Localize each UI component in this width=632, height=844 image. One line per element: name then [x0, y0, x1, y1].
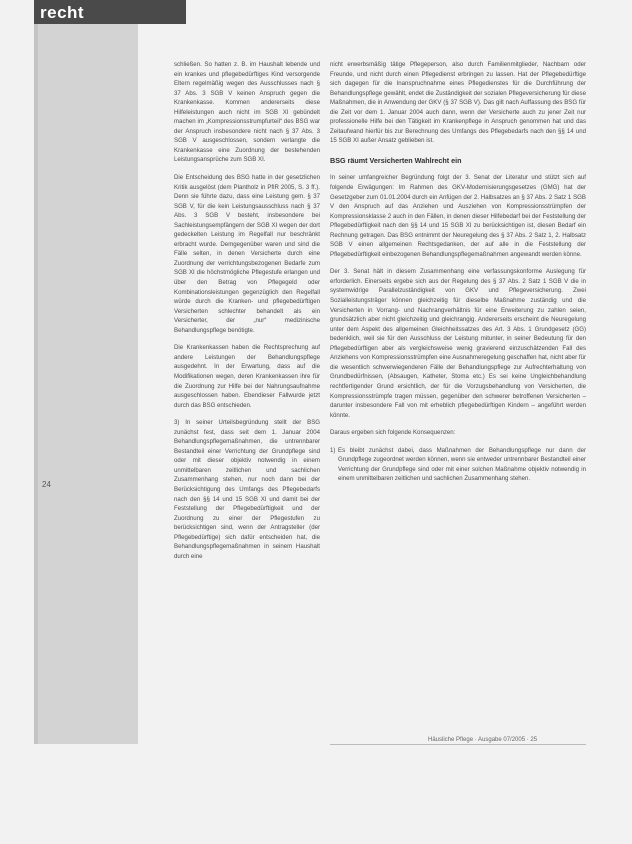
left-paragraph-4: 3) In seiner Urteilsbegründung stellt der BSG zunächst fest, dass seit dem 1. Januar 2004 Behandlungspflegemaßnahmen, die untrennbarer Bestandteil einer Verrichtung der Grundpflege sind oder mit dieser objektiv notwendig in einem unmittelbaren zeitlichen und sachlichen Zusammenhang stehen, nur noch dann bei der Berücksichtigung des Umfangs des Pflegebedarfs nach den §§ 14 und 15 SGB XI und damit bei der Feststellung der Pflegebedürftigkeit und der Zuordnung zu einer der Pflegestufen zu berücksichtigen sind, wenn der Antragsteller (der Pflegebedürftige) sich dafür entscheiden hat, die Behandlungspflegemaßnahmen in seinem Haushalt durch eine: [174, 419, 320, 560]
section-heading: BSG räumt Versicherten Wahlrecht ein: [330, 155, 462, 165]
page-number: 24: [42, 480, 51, 489]
right-text-column: [330, 60, 586, 492]
right-paragraph-1: nicht erwerbsmäßig tätige Pflegeperson, also durch Familienmitglieder, Nachbarn oder Freunde, und nicht durch einen Pflegedienst erbringen zu lassen. Hat der Pflegebedürftige sich dagegen für die Inanspruchnahme eines Pflegedienstes für die Durchführung der Behandlungspflege gewählt, endet die Zuständigkeit der sozialen Pflegeversicherung für diese Maßnahmen, die in Anwendung der GKV (§ 37 SGB V). Das gilt nach Auffassung des BSG für die Zeit vor dem 1. Januar 2004 auch dann, wenn der Versicherte auch zu jener Zeit nur professionelle Hilfe bei den Tätigkeit im Krankenpflege in Anspruch genommen hat und das Zeitaufwand hierfür bis zur Berechnung des Umfangs des Pflegebedarfs nach den §§ 14 und 15 SGB XI außer Ansatz geblieben ist.: [330, 61, 586, 145]
footer-rule: [330, 744, 586, 745]
left-paragraph-1: schließen. So hatten z. B. im Haushalt lebende und ein krankes und pflegebedürftiges Kind versorgende Eltern regelmäßig wegen des Ausschlusses nach § 37 Abs. 3 SGB V keinen Anspruch gegen die Krankenkasse. Kommen andererseits diese Hilfeleistungen auch nicht im SGB XI gebündelt machen im „Kompressionsstrumpfurteil“ des BSG war der Anspruch insbesondere nicht nach § 37 Abs. 3 SGB V ausgeschlossen, sondern verlangte die Krankenkasse eine Zuordnung der bestehenden Leistungsansprüche zum SGB XI.: [174, 61, 320, 164]
left-paragraph-3: Die Krankenkassen haben die Rechtsprechung auf andere Leistungen der Behandlungspflege ausgedehnt. In der Erwartung, dass auf die Modifikationen wegen, deren Krankenkassen ihre für die Zuordnung zur Hilfe bei der Nahrungsaufnahme ausgeschlossen haben. Ebendieser Fallwurde jetzt durch das BSG entschieden.: [174, 344, 320, 409]
margin-sidebar: [34, 24, 138, 744]
left-paragraph-2: Die Entscheidung des BSG hatte in der gesetzlichen Kritik ausgelöst (dem Plantholz in PflR 2005, S. 3 ff.). Denn sie führte dazu, dass eine Leistung gem. § 37 SGB V, für die kein Leistungsausschluss nach § 37 Abs. 3 SGB V besteht, insbesondere bei Sachleistungsempfängern der SGB XI wegen der dort gedeckelten Leistung im Regelfall nur beschränkt erbracht wurde. Demgegenüber waren und sind die Fälle selten, in denen Versicherte durch eine Zuordnung der verrichtungsbezogenen Bedarfe zum SGB XI die höchstmögliche Pflegestufe erlangen und über den Betrag von Pflegegeld oder Kombinationsleistungen gegenzüglich den Regelfall würde durch die Kranken- und pflegebedürftigen Versicherten schlechter behandelt als ein Versicherter, der „nur“ medizinische Behandlungspflege benötigte.: [174, 174, 320, 334]
list-marker: 1): [330, 446, 336, 454]
sidebar-edge-strip: [34, 24, 38, 744]
right-paragraph-3: Der 3. Senat hält in diesem Zusammenhang eine verfassungskonforme Auslegung für erforderlich. Einerseits ergebe sich aus der Regelung des § 37 Abs. 2 Satz 1 SGB V die in systemwidrige Parallelzuständigkeit von GKV und Pflegeversicherung. Zwei Sozialleistungsträger können gleichzeitig für dieselbe Maßnahme zuständig und die Versicherten in Vorrang- und Nachrangverhältnis für eine Erweiterung zu zahlen seien, grundsätzlich aber nicht gleichzeitig und gleichrangig. Andererseits erscheint die Neuregelung unter dem Aspekt des allgemeinen Gleichheitssatzes des Art. 3 Abs. 1 Grundgesetz (GG) bedenklich, weil sie für den Ausschluss der Leistung mitunter, in seiner Bedeutung für den Pflegebedürftigen aber als vergleichsweise wenig gravierend einzuschätzenden Fall des Anziehens von Kompressionsstrümpfen eine Ausnahmeregelung geschaffen hat, nicht aber für die wesentlich schwerwiegenderen Fälle der Behandlungspflege zur Aufrechterhaltung von Grundbedürfnissen, (Absaugen, Katheter, Stoma etc.) Es sei keine Ungleichbehandlung rechtfertigender Grund ersichtlich, der für die Vorzugsbehandlung von Versicherten, die Kompressionsstrümpfe tragen müssen, gegenüber den schwerer betroffenen Versicherten – darunter insbesondere Fall von mit erheblich pflegebedürftigen Kindern – angeführt werden könnte.: [330, 268, 586, 419]
list-item: [330, 446, 586, 484]
section-label: recht: [40, 3, 85, 22]
right-paragraph-2: In seiner umfangreicher Begründung folgt der 3. Senat der Literatur und stützt sich auf folgende Erwägungen: Im Rahmen des GKV-Modernisierungsgesetzes (GMG) hat der Gesetzgeber zum 01.01.2004 durch ein Anfügen der 2. Halbsatzes an § 37 Abs. 2 Satz 1 SGB V den Anspruch auf das Anziehen und Ausziehen von Kompressionsstrümpfen der Kompressionsklasse 2 auch in den Fällen, in denen dieser Hilfebedarf bei der Feststellung der Pflegebedürftigkeit nach den §§ 14 und 15 SGB XI zu berücksichtigen ist, diesen Bedarf ein Rechnung getragen. Das BSG entnimmt der Neuregelung des § 37 Abs. 2 Satz 1, 2. Halbsatz SGB V einen allgemeinen Rechtsgedanken, der auf alle in die Feststellung der Pflegebedürftigkeit einbezogenen Behandlungspflegemaßnahmen angewandt werden könne.: [330, 174, 586, 258]
list-item-text: Es bleibt zunächst dabei, dass Maßnahmen der Behandlungspflege nur dann der Grundpflege zugeordnet werden können, wenn sie entweder untrennbarer Bestandteil einer Verrichtung der Grundpflege sind oder mit einer solchen Maßnahme objektiv notwendig in einem unmittelbaren zeitlichen und sachlichen Zusammenhang stehen.: [338, 446, 586, 483]
left-text-column: [174, 60, 320, 569]
list-intro: Daraus ergeben sich folgende Konsequenzen:: [330, 429, 456, 437]
consequences-list: [330, 446, 586, 484]
section-header-bar: [34, 0, 186, 24]
page-footer: Häusliche Pflege · Ausgabe 07/2005 · 25: [428, 737, 538, 743]
